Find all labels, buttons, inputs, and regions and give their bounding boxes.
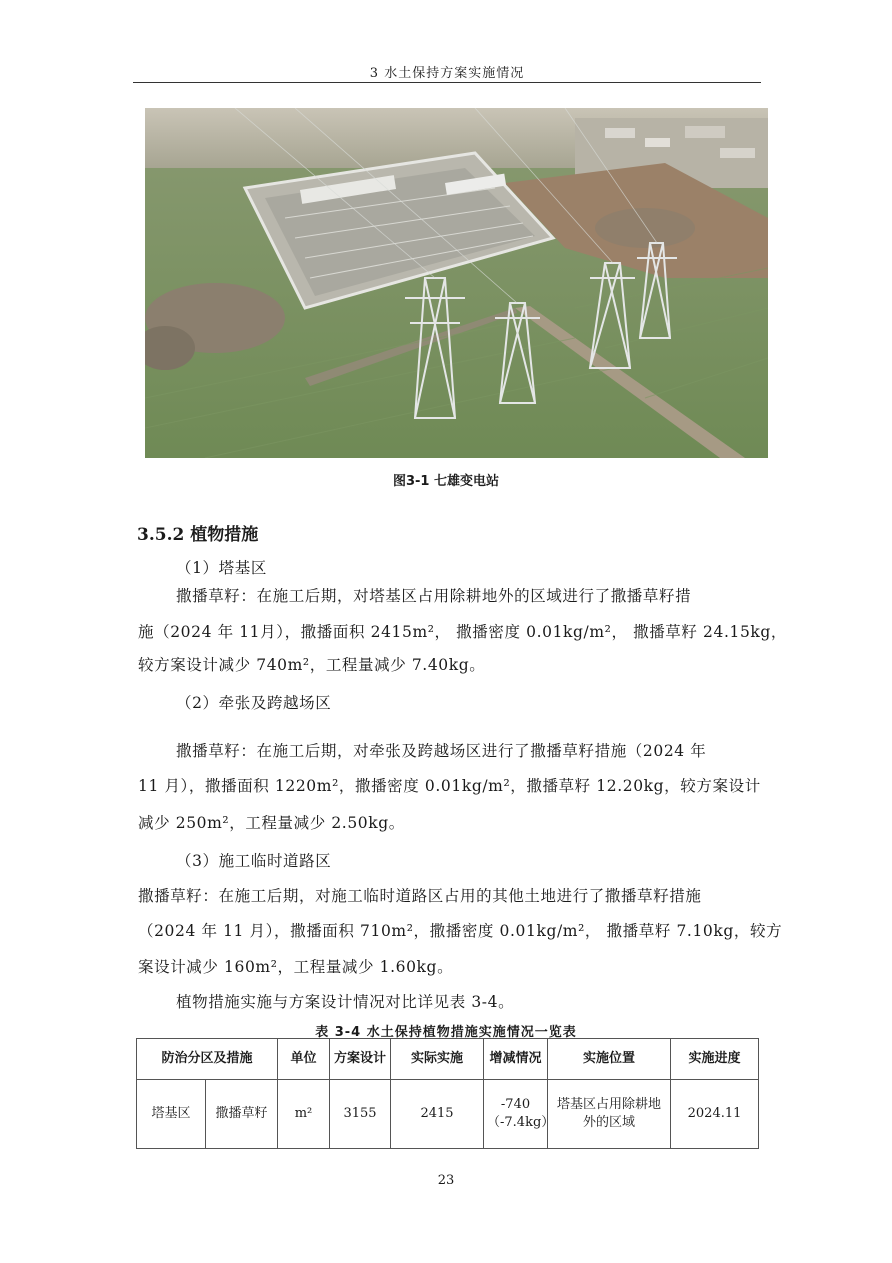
paragraph-1-line-1: 撒播草籽：在施工后期，对塔基区占用除耕地外的区域进行了撒播草籽措	[176, 587, 692, 605]
paragraph-1-line-2: 施（2024 年 11月），撒播面积 2415m²， 撒播密度 0.01kg/m²， 撒播草籽 24.15kg，	[138, 623, 788, 641]
header-plan: 方案设计	[330, 1039, 391, 1080]
subsection-tension-crossing: （2）牵张及跨越场区	[176, 694, 332, 712]
subsection-temporary-road: （3）施工临时道路区	[176, 852, 332, 870]
header-progress: 实施进度	[671, 1039, 759, 1080]
paragraph-3-line-1: 撒播草籽：在施工后期，对施工临时道路区占用的其他土地进行了撒播草籽措施	[138, 887, 702, 905]
page-header: 3 水土保持方案实施情况	[369, 66, 525, 81]
header-actual: 实际实施	[391, 1039, 484, 1080]
paragraph-4: 植物措施实施与方案设计情况对比详见表 3-4。	[176, 993, 515, 1011]
page-number: 23	[437, 1173, 455, 1188]
header-rule	[133, 82, 761, 83]
paragraph-3-line-2: （2024 年 11 月），撒播面积 710m²，撒播密度 0.01kg/m²， 撒播草籽 7.10kg，较方	[138, 922, 783, 940]
substation-photo-illustration	[145, 108, 768, 458]
paragraph-1-line-3: 较方案设计减少 740m²，工程量减少 7.40kg。	[138, 656, 486, 674]
paragraph-3-line-3: 案设计减少 160m²，工程量减少 1.60kg。	[138, 958, 454, 976]
paragraph-2-line-3: 减少 250m²，工程量减少 2.50kg。	[138, 814, 405, 832]
table-title: 表 3-4 水土保持植物措施实施情况一览表	[315, 1025, 577, 1040]
substation-aerial-photo	[145, 108, 768, 458]
cell-change: -740（-7.4kg）	[484, 1080, 548, 1149]
header-location: 实施位置	[548, 1039, 671, 1080]
paragraph-2-line-1: 撒播草籽：在施工后期，对牵张及跨越场区进行了撒播草籽措施（2024 年	[176, 742, 707, 760]
plant-measures-table	[136, 1038, 759, 1149]
section-heading: 3.5.2 植物措施	[137, 525, 259, 545]
table-row	[137, 1080, 759, 1149]
figure-caption: 图3-1 七雄变电站	[392, 474, 499, 489]
cell-progress: 2024.11	[671, 1080, 759, 1149]
cell-location: 塔基区占用除耕地外的区域	[548, 1080, 671, 1149]
table-header-row	[137, 1039, 759, 1080]
paragraph-2-line-2: 11 月），撒播面积 1220m²，撒播密度 0.01kg/m²，撒播草籽 12.20kg，较方案设计	[138, 777, 761, 795]
header-change: 增减情况	[484, 1039, 548, 1080]
cell-zone: 塔基区	[137, 1080, 206, 1149]
header-unit: 单位	[278, 1039, 330, 1080]
cell-plan: 3155	[330, 1080, 391, 1149]
subsection-tower-base: （1）塔基区	[176, 559, 267, 577]
cell-actual: 2415	[391, 1080, 484, 1149]
header-zone-measure: 防治分区及措施	[137, 1039, 278, 1080]
cell-unit: m²	[278, 1080, 330, 1149]
cell-measure: 撒播草籽	[206, 1080, 278, 1149]
